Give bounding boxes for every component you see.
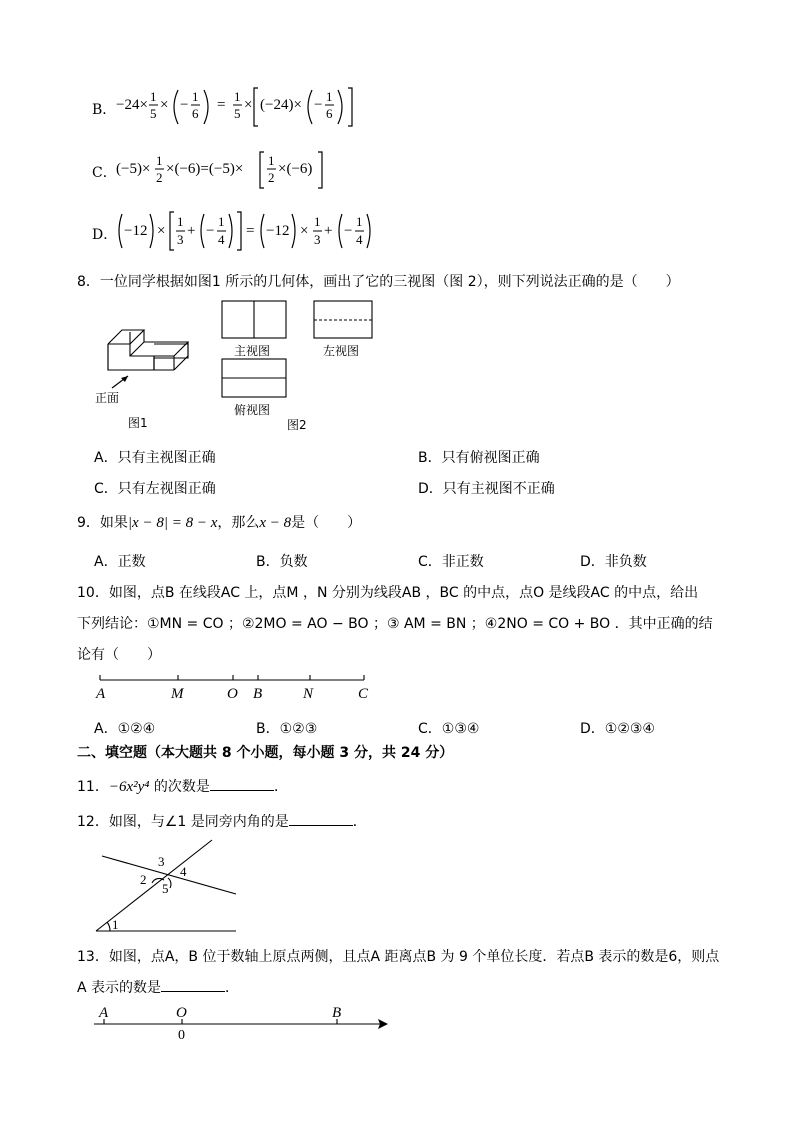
q12-stem-text: 12．如图，与∠1 是同旁内角的是 [77,814,289,830]
q9-option-b[interactable]: B．负数 [256,554,308,570]
q7-option-b-label: B． [92,102,117,118]
q13-line2-text: A 表示的数是 [77,980,162,996]
svg-text:=: = [246,223,255,239]
q12-angle-figure [90,838,250,934]
svg-text:1: 1 [356,214,363,229]
svg-text:2: 2 [268,170,275,185]
q8-fig1-solid [90,300,200,400]
svg-text:×: × [244,97,253,113]
q10-option-b[interactable]: B．①②③ [256,721,318,737]
q12-end: ． [352,814,367,830]
q13-zero-label: 0 [178,1028,185,1043]
q9-option-c[interactable]: C．非正数 [418,554,484,570]
q13-number-line [90,1000,390,1042]
svg-text:1: 1 [218,214,225,229]
q7-option-d-expr [116,208,376,254]
q8-stem: 8．一位同学根据如图1 所示的几何体，画出了它的三视图（图 2），则下列说法正确的是（ ） [77,274,680,290]
q9-stem-prefix: 9．如果 [77,515,128,531]
q12-stem [77,811,367,831]
q12-angle-5: 5 [162,881,169,896]
q8-option-a[interactable]: A．只有主视图正确 [94,450,216,466]
svg-text:2: 2 [156,170,163,185]
q10-segment-figure [92,672,382,706]
q10-stem-line3: 论有（ ） [77,647,161,663]
q10-stem-line2: 下列结论：①MN = CO ；②2MO = AO − BO ；③ AM = BN ；④2NO = CO + BO ．其中正确的结 [77,616,713,632]
svg-text:−: − [314,97,323,113]
svg-text:3: 3 [314,232,321,247]
svg-text:1: 1 [192,89,199,104]
q10-point-b: B [253,686,263,702]
q12-angle-2: 2 [140,872,147,887]
q9-stem-suffix: 是（ ） [291,515,362,531]
q10-point-o: O [227,686,238,702]
svg-text:−12: −12 [124,223,148,239]
svg-text:6: 6 [326,106,333,121]
q8-front-view-label: 主视图 [234,344,271,358]
svg-text:1: 1 [234,89,241,104]
svg-text:×: × [157,223,166,239]
q8-left-view-label: 左视图 [323,344,360,358]
q13-stem-line2 [77,977,239,997]
q9-stem [77,512,361,532]
svg-text:1: 1 [326,89,333,104]
q9-stem-mid: ，那么 [217,515,260,531]
q9-option-a[interactable]: A．正数 [94,554,146,570]
q12-angle-1: 1 [112,917,119,932]
svg-text:×: × [160,97,169,113]
q9-stem-math: |x − 8| = 8 − x [127,515,218,531]
svg-text:×(−6)=(−5)×: ×(−6)=(−5)× [166,161,244,177]
svg-text:4: 4 [356,232,363,247]
q12-angle-3: 3 [158,854,165,869]
q9-stem-math2: x − 8 [259,515,292,531]
q8-fig1-caption: 图1 [128,416,148,430]
svg-text:6: 6 [192,106,199,121]
svg-text:+: + [187,223,196,239]
q10-point-c: C [358,686,369,702]
q8-fig2-caption: 图2 [287,418,307,432]
svg-text:1: 1 [268,153,275,168]
q7-option-c-label: C． [92,165,117,181]
svg-text:(−5)×: (−5)× [116,161,151,177]
svg-text:1: 1 [314,214,321,229]
q13-stem-line1: 13．如图，点A，B 位于数轴上原点两侧，且点A 距离点B 为 9 个单位长度．若点B 表示的数是6，则点 [77,949,720,965]
svg-text:−: − [344,223,353,239]
q10-option-d[interactable]: D．①②③④ [580,721,655,737]
svg-text:(−24)×: (−24)× [260,97,302,113]
svg-text:+: + [324,223,333,239]
q11-math: −6x²y⁴ [108,779,150,795]
svg-text:1: 1 [156,153,163,168]
q12-answer-blank[interactable] [289,813,353,826]
section2-title: 二、填空题（本大题共 8 个小题，每小题 3 分，共 24 分） [77,745,454,761]
q13-point-b: B [332,1005,342,1021]
q13-point-o: O [176,1005,187,1021]
svg-text:4: 4 [218,232,225,247]
svg-text:1: 1 [150,89,157,104]
q7-option-c-expr [116,148,336,192]
svg-text:5: 5 [150,106,157,121]
q11-suffix: 的次数是 [149,779,210,795]
q11-prefix: 11． [77,779,109,795]
q9-option-d[interactable]: D．非负数 [580,554,647,570]
q8-option-c[interactable]: C．只有左视图正确 [94,481,216,497]
q7-option-b-expr [116,84,356,130]
q10-point-a: A [96,686,106,702]
svg-text:5: 5 [234,106,241,121]
q10-point-n: N [303,686,314,702]
svg-text:3: 3 [177,232,184,247]
q11-stem [77,776,288,796]
q13-answer-blank[interactable] [161,979,225,992]
svg-text:1: 1 [177,214,184,229]
q10-option-a[interactable]: A．①②④ [94,721,156,737]
q8-option-d[interactable]: D．只有主视图不正确 [418,481,555,497]
svg-text:−: − [206,223,215,239]
svg-text:×: × [300,223,309,239]
q8-fig1-front-label: 正面 [95,391,120,405]
q10-option-c[interactable]: C．①③④ [418,721,480,737]
q7-option-d-label: D． [92,227,118,243]
q13-end: ． [225,980,240,996]
svg-text:×(−6): ×(−6) [278,161,313,177]
svg-text:−: − [180,97,189,113]
q8-top-view-label: 俯视图 [234,403,271,417]
svg-text:−12: −12 [266,223,290,239]
svg-text:−24×: −24× [116,97,148,113]
q11-end: ． [273,779,288,795]
q13-point-a: A [99,1005,109,1021]
q12-angle-4: 4 [180,864,187,879]
svg-text:=: = [217,97,226,113]
q11-answer-blank[interactable] [210,778,274,791]
q8-option-b[interactable]: B．只有俯视图正确 [418,450,540,466]
q10-stem-line1: 10．如图，点B 在线段AC 上，点M ，N 分别为线段AB ，BC 的中点，点O 是线段AC 的中点，给出 [77,585,699,601]
q10-point-m: M [171,686,184,702]
